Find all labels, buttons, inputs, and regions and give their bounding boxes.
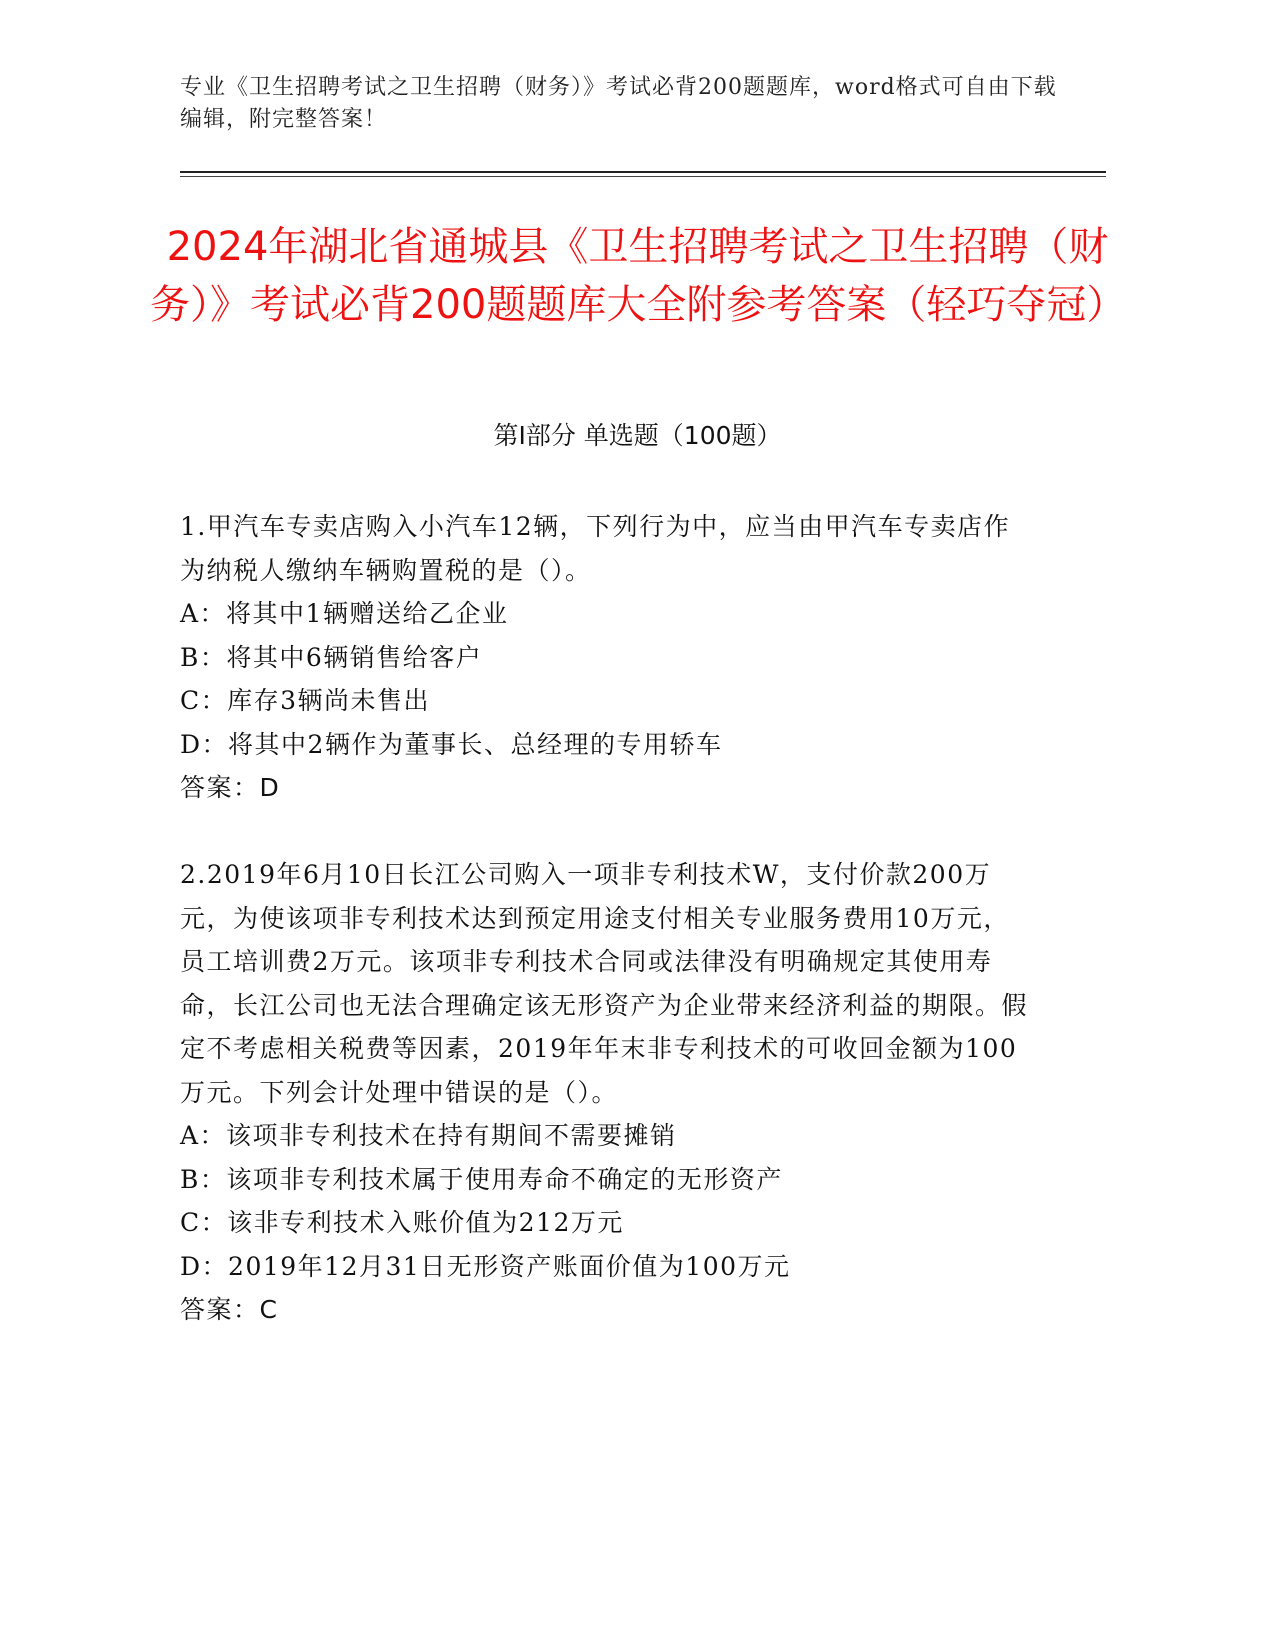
option-b: B：将其中6辆销售给客户 [180,642,483,672]
section-title: 第I部分 单选题（100题） [493,421,782,450]
option-a: A：将其中1辆赠送给乙企业 [180,599,509,628]
question-1 [180,505,1030,810]
answer: 答案：C [180,1295,279,1324]
question-2 [180,853,1030,1332]
option-c: C：库存3辆尚未售出 [180,686,431,715]
question-stem: 1.甲汽车专卖店购入小汽车12辆，下列行为中，应当由甲汽车专卖店作为纳税人缴纳车辆购置税的是（）。 [180,512,1011,585]
option-b: B：该项非专利技术属于使用寿命不确定的无形资产 [180,1164,783,1194]
question-stem: 2.2019年6月10日长江公司购入一项非专利技术W，支付价款200万元，为使该项非专利技术达到预定用途支付相关专业服务费用10万元，员工培训费2万元。该项非专利技术合同或法律没有明确规定其使用寿命，长江公司也无法合理确定该无形资产为企业带来经济利益的期限。假定不考虑相关税费等因素，2019年年末非专利技术的可收回金额为100万元。下列会计处理中错误的是（）。 [180,860,1029,1107]
header-divider-thick [180,171,1106,173]
option-a: A：该项非专利技术在持有期间不需要摊销 [180,1121,677,1150]
option-d: D：2019年12月31日无形资产账面价值为100万元 [180,1251,791,1281]
header-divider-thin [180,176,1106,177]
answer: 答案：D [180,773,281,802]
header-note: 专业《卫生招聘考试之卫生招聘（财务）》考试必背200题题库，word格式可自由下载编辑，附完整答案！ [180,75,1057,132]
option-c: C：该非专利技术入账价值为212万元 [180,1208,624,1237]
document-title: 2024年湖北省通城县《卫生招聘考试之卫生招聘（财务）》考试必背200题题库大全附参考答案（轻巧夺冠） [150,224,1127,328]
option-d: D：将其中2辆作为董事长、总经理的专用轿车 [180,729,723,759]
